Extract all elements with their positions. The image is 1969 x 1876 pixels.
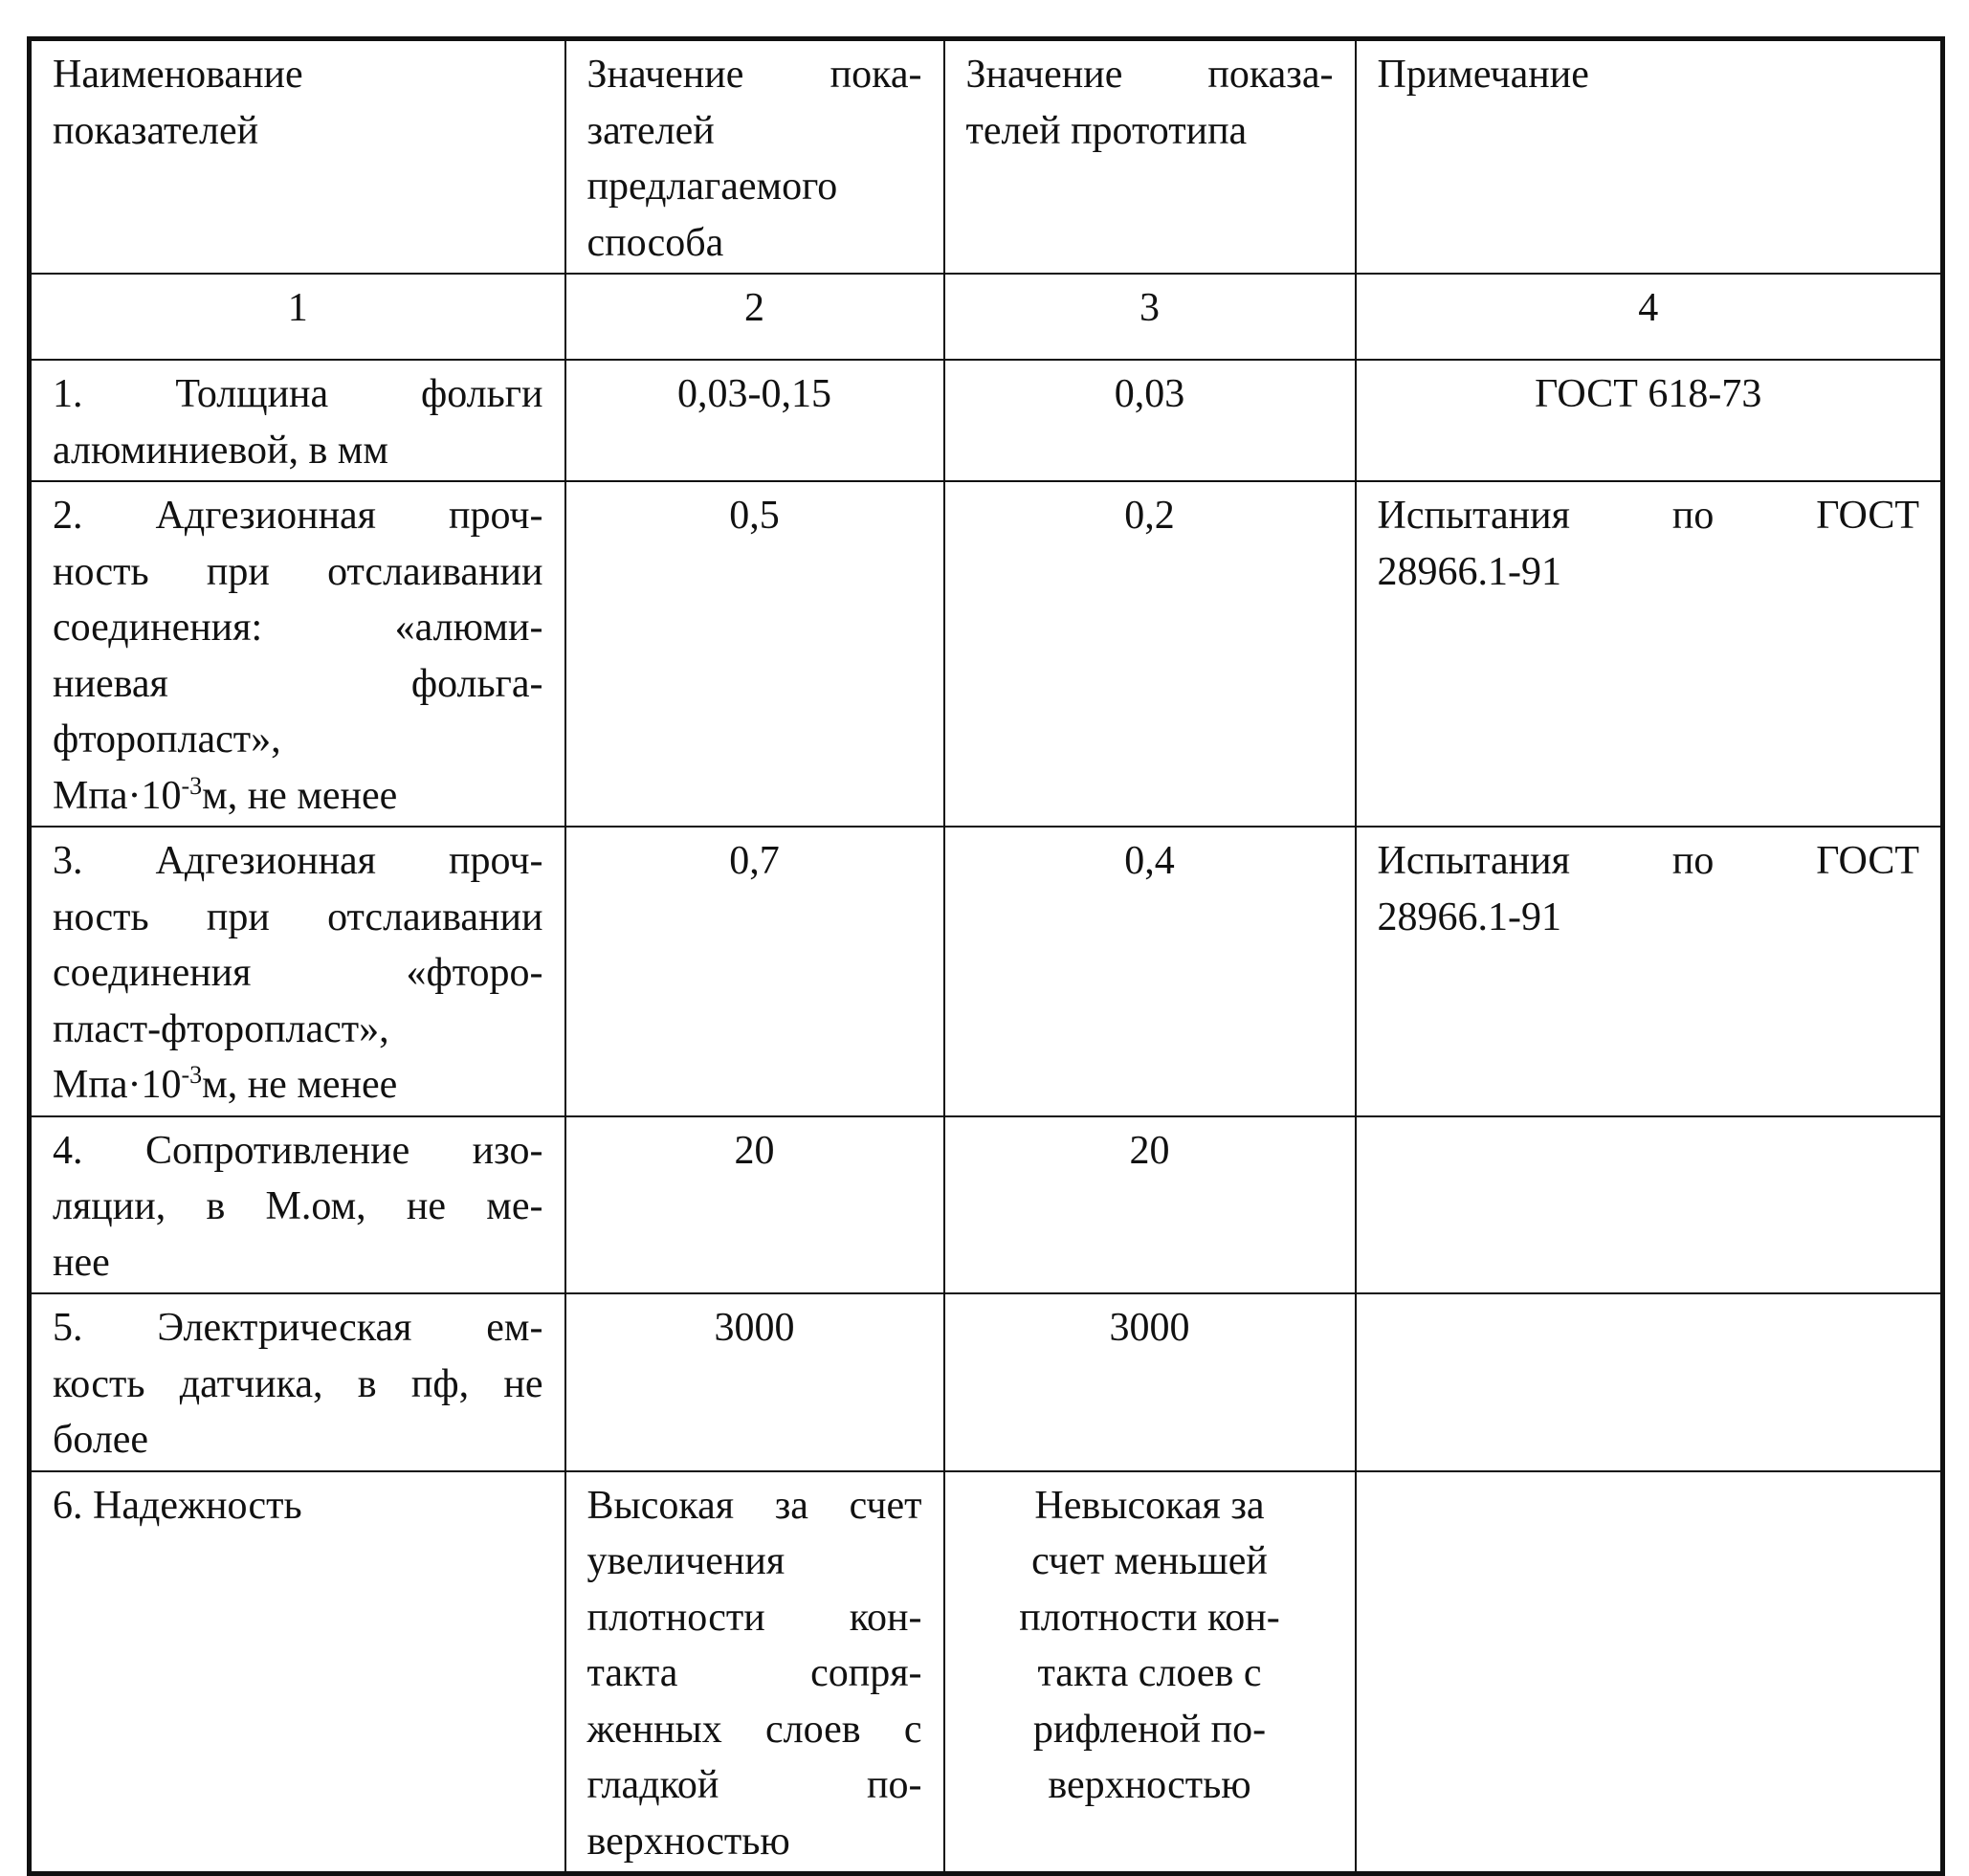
proposed-value: 0,03-0,15 bbox=[565, 360, 944, 481]
note-empty bbox=[1356, 1116, 1943, 1294]
proposed-value: Высокая за счет увеличения плотности кон- такта сопря- женных слоев с гладкой по- верхностью bbox=[565, 1471, 944, 1874]
header-note: Примечание bbox=[1356, 39, 1943, 275]
prototype-value: 20 bbox=[944, 1116, 1356, 1294]
indicator-name: 5. Электрическая ем- кость датчика, в пф, не более bbox=[30, 1293, 565, 1471]
note: Испытания по ГОСТ 28966.1-91 bbox=[1356, 481, 1943, 827]
document-page bbox=[0, 0, 1969, 1871]
indicator-name: 1. Толщина фольги алюминиевой, в мм bbox=[30, 360, 565, 481]
prototype-value: 0,4 bbox=[944, 827, 1356, 1116]
unit-line: Мпа·10-3м, не менее bbox=[53, 1057, 543, 1114]
header-indicator-name: Наименование показателей bbox=[30, 39, 565, 275]
note-empty bbox=[1356, 1471, 1943, 1874]
indicator-name: 4. Сопротивление изо- ляции, в М.ом, не ме- нее bbox=[30, 1116, 565, 1294]
proposed-value: 0,7 bbox=[565, 827, 944, 1116]
table-row bbox=[30, 481, 1943, 827]
indicator-name: 2. Адгезионная проч- ность при отслаивании соединения: «алюми- ниевая фольга- фторопласт», Мпа·10-3м, не менее bbox=[30, 481, 565, 827]
note-empty bbox=[1356, 1293, 1943, 1471]
prototype-value: 3000 bbox=[944, 1293, 1356, 1471]
proposed-value: 0,5 bbox=[565, 481, 944, 827]
note: ГОСТ 618-73 bbox=[1356, 360, 1943, 481]
indicator-name: 3. Адгезионная проч- ность при отслаивании соединения «фторо- пласт-фторопласт», Мпа·10-3м, не менее bbox=[30, 827, 565, 1116]
table-row bbox=[30, 1471, 1943, 1874]
header-prototype-value: Значение показа- телей прототипа bbox=[944, 39, 1356, 275]
header-proposed-value: Значение пока- зателей предлагаемого способа bbox=[565, 39, 944, 275]
table-row bbox=[30, 827, 1943, 1116]
table-row bbox=[30, 360, 1943, 481]
column-number: 2 bbox=[565, 274, 944, 360]
proposed-value: 3000 bbox=[565, 1293, 944, 1471]
column-numbers-row bbox=[30, 274, 1943, 360]
note: Испытания по ГОСТ 28966.1-91 bbox=[1356, 827, 1943, 1116]
prototype-value: 0,03 bbox=[944, 360, 1356, 481]
prototype-value: 0,2 bbox=[944, 481, 1356, 827]
table-row bbox=[30, 1116, 1943, 1294]
indicator-name: 6. Надежность bbox=[30, 1471, 565, 1874]
prototype-value: Невысокая за счет меньшей плотности кон- такта слоев с рифленой по- верхностью bbox=[944, 1471, 1356, 1874]
header-row bbox=[30, 39, 1943, 275]
table-row bbox=[30, 1293, 1943, 1471]
proposed-value: 20 bbox=[565, 1116, 944, 1294]
indicators-table bbox=[27, 36, 1945, 1876]
column-number: 4 bbox=[1356, 274, 1943, 360]
column-number: 3 bbox=[944, 274, 1356, 360]
column-number: 1 bbox=[30, 274, 565, 360]
unit-line: Мпа·10-3м, не менее bbox=[53, 768, 543, 825]
